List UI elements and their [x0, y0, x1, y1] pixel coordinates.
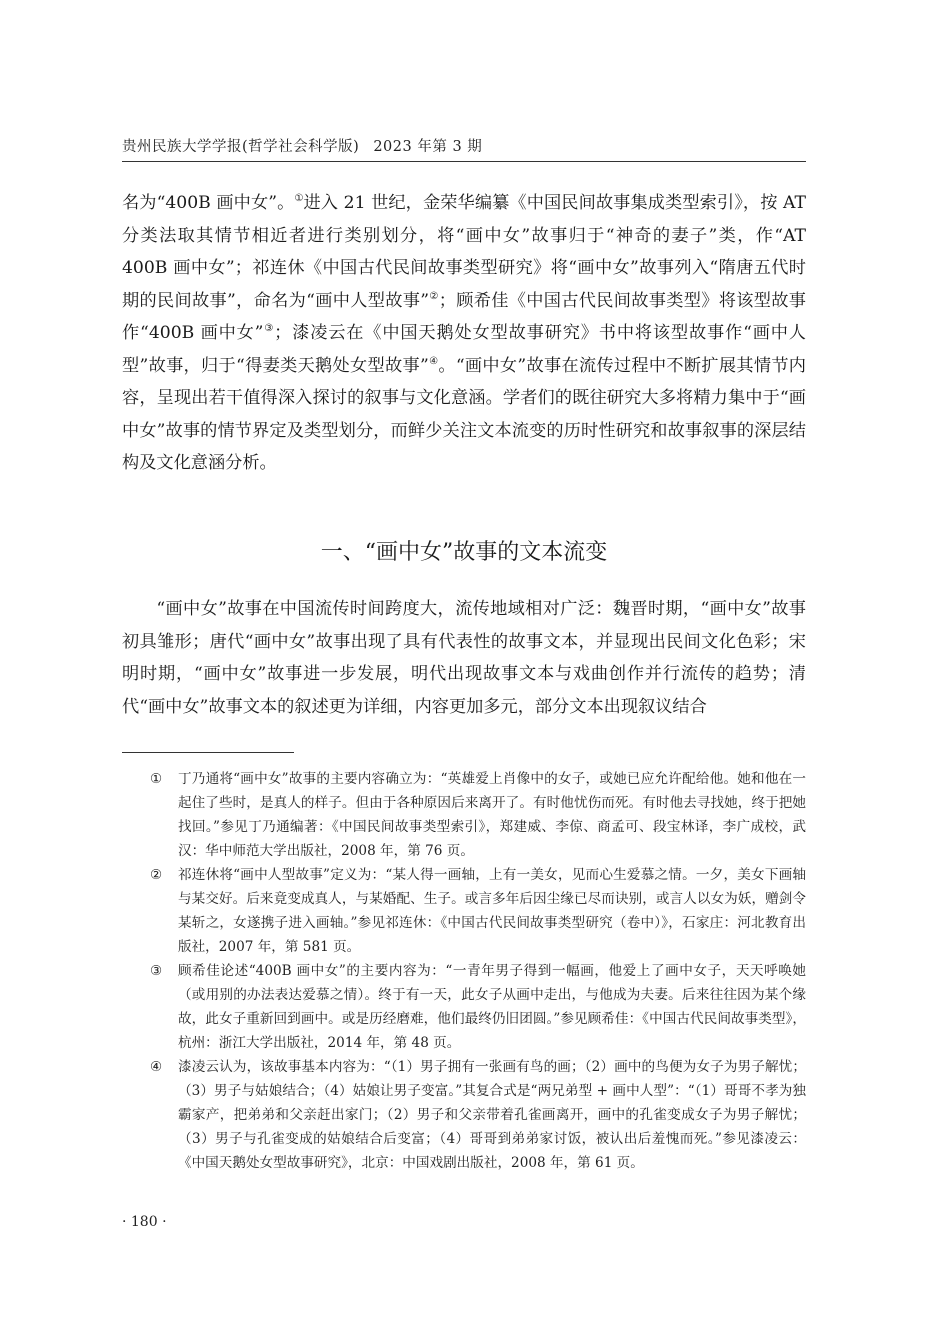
footnote-2	[150, 863, 806, 959]
intro-paragraph	[122, 187, 806, 480]
footnotes	[150, 767, 806, 1175]
issue-label: 2023 年第 3 期	[373, 139, 483, 155]
footnote-text: 漆凌云认为，该故事基本内容为：“（1）男子拥有一张画有鸟的画；（2）画中的鸟便为女子为男子解忧；（3）男子与姑娘结合；（4）姑娘让男子变富。”其复合式是“两兄弟型 + 画中人型”：“（1）哥哥不孝为独霸家产，把弟弟和父亲赶出家门；（2）男子和父亲带着孔雀画离开，画中的孔雀变成女子为男子解忧；（3）男子与孔雀变成的姑娘结合后变富；（4）哥哥到弟弟家讨饭，被认出后羞愧而死。”参见漆凌云：《中国天鹅处女型故事研究》，北京：中国戏剧出版社，2008 年，第 61 页。	[178, 1059, 806, 1171]
footnote-ref-3: ③	[263, 323, 275, 334]
footnote-text: 祁连休将“画中人型故事”定义为：“某人得一画轴，上有一美女，见而心生爱慕之情。一夕，美女下画轴与某交好。后来竟变成真人，与某婚配、生子。或言多年后因尘缘已尽而诀别，或言人以女为妖，赠剑令某斩之，女遂携子进入画轴。”参见祁连休：《中国古代民间故事类型研究（卷中）》，石家庄：河北教育出版社，2007 年，第 581 页。	[178, 867, 806, 955]
footnote-3	[150, 959, 806, 1055]
intro-text-1: 名为“400B 画中女”。	[122, 193, 295, 213]
intro-text-2: 进入 21 世纪，金荣华编纂《中国民间故事集成类型索引》，按 AT 分类法取其情节相近者进行类别划分，将“画中女”故事归于“神奇的妻子”类，作“AT 400B 画中女”；祁连休《中国古代民间故事类型研究》将“画中女”故事列入“隋唐五代时期的民间故事”，命名为“画中人型故事”	[122, 193, 806, 311]
footnote-ref-2: ②	[429, 290, 439, 302]
intro-text-5: 。“画中女”故事在流传过程中不断扩展其情节内容，呈现出若干值得深入探讨的叙事与文化意涵。学者们的既往研究大多将精力集中于“画中女”故事的情节界定及类型划分，而鲜少关注文本流变的历时性研究和故事叙事的深层结构及文化意涵分析。	[122, 355, 806, 473]
footnote-text: 丁乃通将“画中女”故事的主要内容确立为：“英雄爱上肖像中的女子，或她已应允许配给他。她和他在一起住了些时，是真人的样子。但由于各种原因后来离开了。有时他忧伤而死。有时他去寻找她，终于把她找回。”参见丁乃通编著：《中国民间故事类型索引》，郑建威、李倞、商孟可、段宝林译，李广成校，武汉：华中师范大学出版社，2008 年，第 76 页。	[178, 771, 806, 859]
footnote-4	[150, 1055, 806, 1175]
footnote-mark: ④	[150, 1059, 163, 1075]
body-text-section	[122, 593, 806, 723]
intro-text-4: ；漆凌云在《中国天鹅处女型故事研究》书中将该型故事作“画中人型”故事，归于“得妻类天鹅处女型故事”	[122, 323, 806, 376]
footnote-text: 顾希佳论述“400B 画中女”的主要内容为：“一青年男子得到一幅画，他爱上了画中女子，天天呼唤她（或用别的办法表达爱慕之情）。终于有一天，此女子从画中走出，与他成为夫妻。后来往往因为某个缘故，此女子重新回到画中。或是历经磨难，他们最终仍旧团圆。”参见顾希佳：《中国古代民间故事类型》，杭州：浙江大学出版社，2014 年，第 48 页。	[178, 963, 806, 1051]
footnote-mark: ①	[150, 771, 163, 787]
page-number: · 180 ·	[122, 1214, 167, 1230]
footnote-1	[150, 767, 806, 863]
journal-title: 贵州民族大学学报(哲学社会科学版)	[122, 139, 360, 155]
footnote-rule	[122, 752, 294, 753]
footnote-ref-4: ④	[428, 355, 439, 367]
intro-text-3: ；顾希佳《中国古代民间故事类型》将该型故事作“400B 画中女”	[122, 290, 806, 343]
footnote-mark: ③	[150, 963, 163, 979]
section-paragraph: “画中女”故事在中国流传时间跨度大，流传地域相对广泛：魏晋时期，“画中女”故事初具雏形；唐代“画中女”故事出现了具有代表性的故事文本，并显现出民间文化色彩；宋明时期，“画中女”故事进一步发展，明代出现故事文本与戏曲创作并行流传的趋势；清代“画中女”故事文本的叙述更为详细，内容更加多元，部分文本出现叙议结合	[122, 599, 806, 717]
section-heading: 一、“画中女”故事的文本流变	[320, 540, 608, 565]
body-text-intro	[122, 187, 806, 480]
header-rule	[122, 161, 806, 162]
footnote-mark: ②	[150, 867, 163, 883]
running-head	[122, 135, 806, 156]
footnote-ref-1: ①	[294, 193, 304, 204]
